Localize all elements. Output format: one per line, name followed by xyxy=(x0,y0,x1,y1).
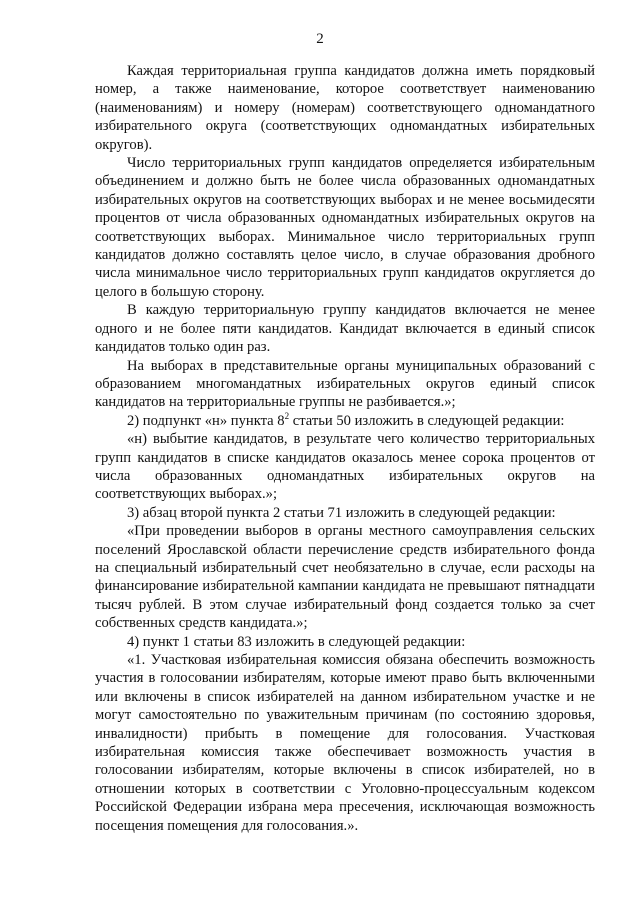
paragraph: 3) абзац второй пункта 2 статьи 71 изложить в следующей редакции: xyxy=(127,504,556,521)
paragraph: В каждую территориальную группу кандидатов включается не менее одного и не более пяти кандидатов. Кандидат включается в единый список кандидатов только один раз. xyxy=(95,302,595,356)
paragraph: «н) выбытие кандидатов, в результате чего количество территориальных групп кандидатов в списке кандидатов оказалось менее сорока процентов от числа образованных одномандатных избирательных округов на соответствующих выборах.»; xyxy=(95,431,595,503)
page-number: 2 xyxy=(316,31,324,47)
paragraph: «При проведении выборов в органы местного самоуправления сельских поселений Ярославской области перечисление средств избирательного фонда на специальный избирательный счет необязательно в случае, если расходы на финансирование избирательной кампании кандидата не превышают пятнадцати тысяч рублей. В этом случае избирательный фонд создается только за счет собственных средств кандидата.»; xyxy=(95,523,595,632)
item-2-text: 2) подпункт «н» пункта 8 xyxy=(127,412,285,429)
paragraph: 4) пункт 1 статьи 83 изложить в следующей редакции: xyxy=(127,633,466,650)
document-body xyxy=(95,62,595,835)
paragraph: На выборах в представительные органы муниципальных образований с образованием многомандатных избирательных округов единый список кандидатов на территориальные группы не разбивается.»; xyxy=(95,357,595,411)
item-2-text-end: статьи 50 изложить в следующей редакции: xyxy=(289,412,565,429)
paragraph: Каждая территориальная группа кандидатов должна иметь порядковый номер, а также наименование, которое соответствует наименованию (наименованиям) и номеру (номерам) соответствующего одномандатного избирательного округа (соответствующих одномандатных избирательных округов). xyxy=(95,63,595,153)
superscript: 2 xyxy=(284,410,290,421)
paragraph: Число территориальных групп кандидатов определяется избирательным объединением и должно быть не более числа образованных одномандатных избирательных округов на соответствующих выборах и не менее восьмидесяти процентов от числа образованных одномандатных избирательных округов на соответствующих выборах. Минимальное число территориальных групп кандидатов должно составлять целое число, в случае образования дробного числа минимальное число территориальных групп кандидатов округляется до целого в большую сторону. xyxy=(95,155,595,300)
paragraph-item-2 xyxy=(95,412,595,430)
paragraph: «1. Участковая избирательная комиссия обязана обеспечить возможность участия в голосовании избирателям, которые имеют право быть включенными или включены в список избирателей на данном избирательном участке и не могут самостоятельно по уважительным причинам (по состоянию здоровья, инвалидности) прибыть в помещение для голосования. Участковая избирательная комиссия также обеспечивает возможность участия в голосовании избирателям, которые включены в список избирателей, но в отношении которых в соответствии с Уголовно-процессуальным кодексом Российской Федерации избрана мера пресечения, исключающая возможность посещения помещения для голосования.». xyxy=(95,652,595,834)
